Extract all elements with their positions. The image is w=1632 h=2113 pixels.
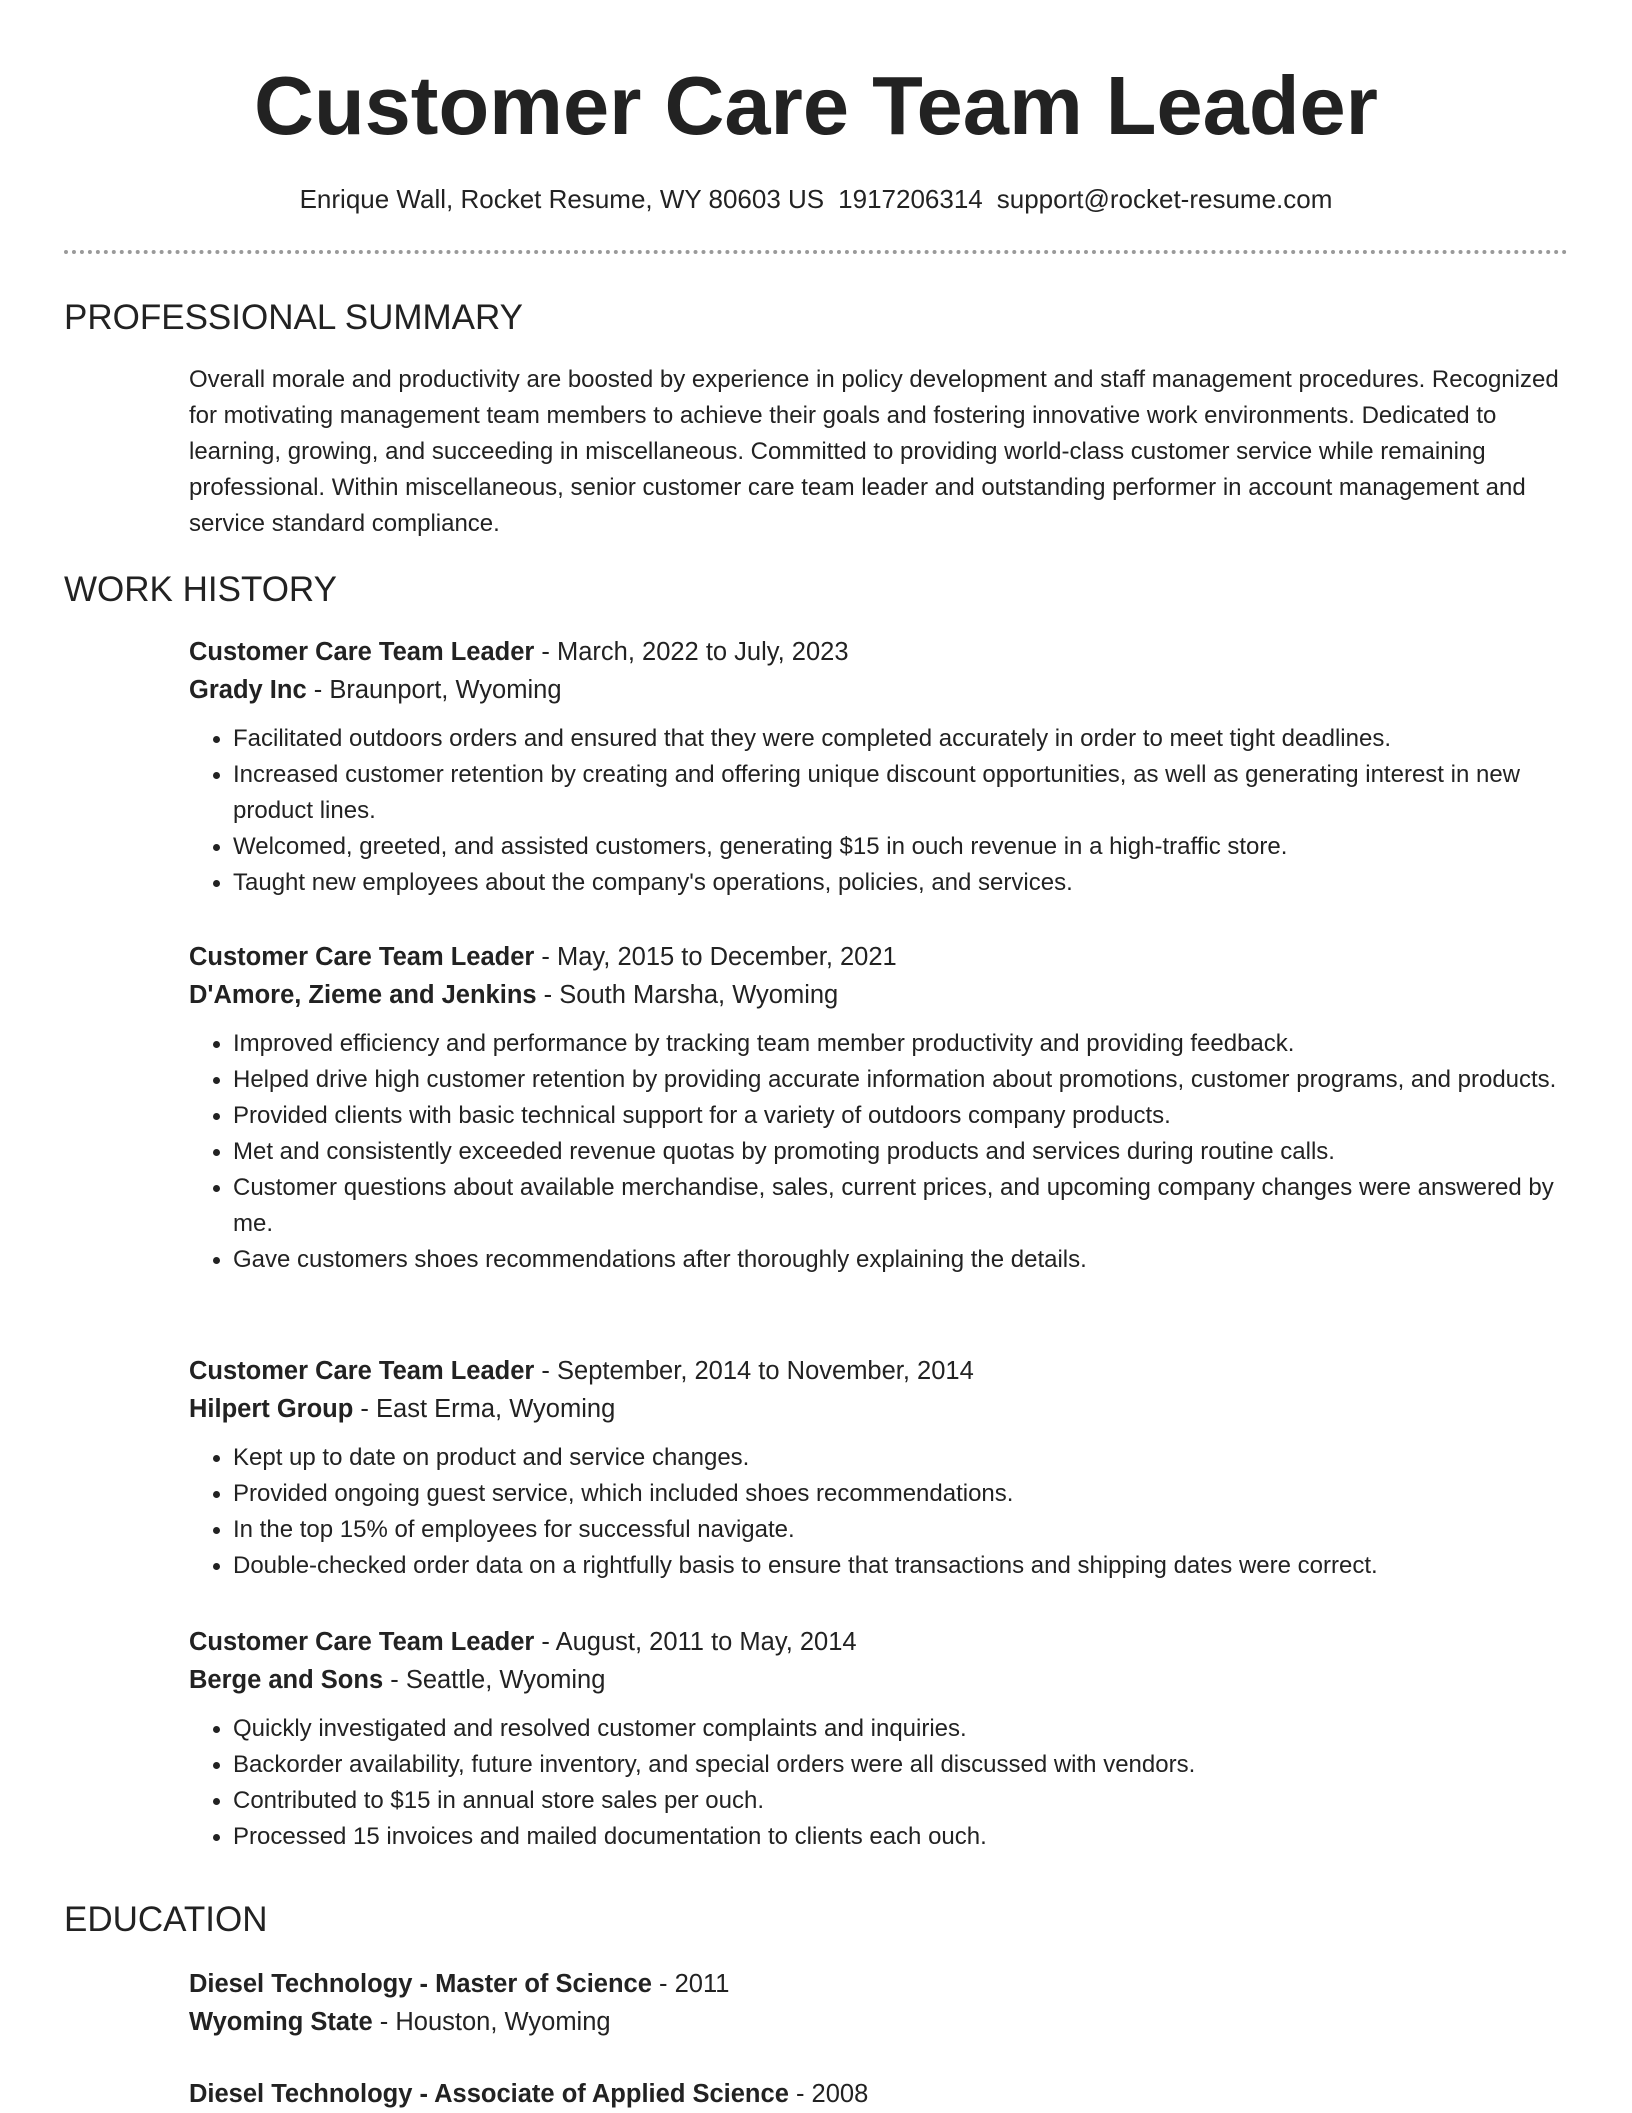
work-history-heading: WORK HISTORY xyxy=(64,570,337,609)
job-location: South Marsha, Wyoming xyxy=(559,981,839,1009)
bullet-item: • Contributed to $15 in annual store sales per ouch. xyxy=(233,1783,1568,1819)
job-title: Customer Care Team Leader xyxy=(189,1357,535,1385)
summary-text: Overall morale and productivity are boosted by experience in policy development and staff management procedures. Recognized for motivating management team members to achieve their goals and fostering innovative work environments. Dedicated to learning, growing, and succeeding in miscellaneous. Committed to providing world-class customer service while remaining professional. Within miscellaneous, senior customer care team leader and outstanding performer in account management and service standard compliance. xyxy=(189,366,1559,537)
education-entry xyxy=(189,2075,1568,2113)
job-company: Hilpert Group xyxy=(189,1395,354,1423)
bullet-item: • Quickly investigated and resolved customer complaints and inquiries. xyxy=(233,1711,1568,1747)
job-dates: September, 2014 to November, 2014 xyxy=(557,1357,974,1385)
job-bullets xyxy=(189,721,1568,901)
header-divider xyxy=(64,250,1568,254)
summary-section xyxy=(189,362,1568,542)
bullet-item: • Backorder availability, future inventory, and special orders were all discussed with vendors. xyxy=(233,1747,1568,1783)
job-location: Seattle, Wyoming xyxy=(405,1666,606,1694)
job-company-line: Hilpert Group - East Erma, Wyoming xyxy=(189,1395,616,1423)
contact-line xyxy=(0,182,1632,216)
bullet-item: • Kept up to date on product and service changes. xyxy=(233,1440,1568,1476)
bullet-item: • Facilitated outdoors orders and ensured that they were completed accurately in order to meet tight deadlines. xyxy=(233,721,1568,757)
job-location: East Erma, Wyoming xyxy=(376,1395,616,1423)
education-school: Wyoming State xyxy=(189,2008,373,2036)
education-degree-line: Diesel Technology - Master of Science - 2011 xyxy=(189,1970,730,1998)
bullet-item: • Processed 15 invoices and mailed documentation to clients each ouch. xyxy=(233,1819,1568,1855)
job-bullets xyxy=(189,1026,1568,1278)
job-entry xyxy=(189,938,1568,1278)
job-title-line: Customer Care Team Leader - March, 2022 to July, 2023 xyxy=(189,638,849,666)
education-degree: Diesel Technology - Master of Science xyxy=(189,1970,652,1998)
education-degree: Diesel Technology - Associate of Applied Science xyxy=(189,2080,789,2108)
job-title: Customer Care Team Leader xyxy=(189,943,535,971)
job-company: D'Amore, Zieme and Jenkins xyxy=(189,981,537,1009)
bullet-item: • In the top 15% of employees for successful navigate. xyxy=(233,1512,1568,1548)
education-heading: EDUCATION xyxy=(64,1900,268,1939)
contact-email: support@rocket-resume.com xyxy=(996,184,1333,214)
job-company-line: D'Amore, Zieme and Jenkins - South Marsha, Wyoming xyxy=(189,981,839,1009)
bullet-item: • Met and consistently exceeded revenue quotas by promoting products and services during routine calls. xyxy=(233,1134,1568,1170)
education-year: 2011 xyxy=(674,1970,730,1998)
education-entry xyxy=(189,1965,1568,2041)
bullet-item: • Welcomed, greeted, and assisted customers, generating $15 in ouch revenue in a high-traffic store. xyxy=(233,829,1568,865)
job-title-line: Customer Care Team Leader - September, 2014 to November, 2014 xyxy=(189,1357,974,1385)
bullet-item: • Provided clients with basic technical support for a variety of outdoors company products. xyxy=(233,1098,1568,1134)
contact-address: Enrique Wall, Rocket Resume, WY 80603 US xyxy=(299,184,825,214)
education-location: Houston, Wyoming xyxy=(395,2008,611,2036)
job-location: Braunport, Wyoming xyxy=(329,676,562,704)
education-school-line: Wyoming State - Houston, Wyoming xyxy=(189,2008,611,2036)
job-title-line: Customer Care Team Leader - August, 2011 to May, 2014 xyxy=(189,1628,857,1656)
job-company: Berge and Sons xyxy=(189,1666,384,1694)
bullet-item: • Increased customer retention by creating and offering unique discount opportunities, as well as generating interest in new product lines. xyxy=(233,757,1568,829)
job-title: Customer Care Team Leader xyxy=(189,1628,535,1656)
resume-title: Customer Care Team Leader xyxy=(254,59,1378,152)
job-dates: August, 2011 to May, 2014 xyxy=(555,1628,857,1656)
bullet-item: • Improved efficiency and performance by tracking team member productivity and providing feedback. xyxy=(233,1026,1568,1062)
job-bullets xyxy=(189,1440,1568,1584)
summary-heading: PROFESSIONAL SUMMARY xyxy=(64,298,523,337)
contact-phone: 1917206314 xyxy=(838,184,983,214)
bullet-item: • Customer questions about available merchandise, sales, current prices, and upcoming company changes were answered by me. xyxy=(233,1170,1568,1242)
bullet-item: • Taught new employees about the company's operations, policies, and services. xyxy=(233,865,1568,901)
bullet-item: • Double-checked order data on a rightfully basis to ensure that transactions and shipping dates were correct. xyxy=(233,1548,1568,1584)
job-entry xyxy=(189,1352,1568,1584)
job-entry xyxy=(189,633,1568,901)
job-entry xyxy=(189,1623,1568,1855)
bullet-item: • Helped drive high customer retention by providing accurate information about promotions, customer programs, and products. xyxy=(233,1062,1568,1098)
job-dates: May, 2015 to December, 2021 xyxy=(557,943,897,971)
bullet-item: • Gave customers shoes recommendations after thoroughly explaining the details. xyxy=(233,1242,1568,1278)
job-bullets xyxy=(189,1711,1568,1855)
bullet-item: • Provided ongoing guest service, which included shoes recommendations. xyxy=(233,1476,1568,1512)
job-dates: March, 2022 to July, 2023 xyxy=(557,638,849,666)
job-company-line: Grady Inc - Braunport, Wyoming xyxy=(189,676,562,704)
education-degree-line: Diesel Technology - Associate of Applied Science - 2008 xyxy=(189,2080,869,2108)
job-company: Grady Inc xyxy=(189,676,307,704)
education-year: 2008 xyxy=(811,2080,869,2108)
job-company-line: Berge and Sons - Seattle, Wyoming xyxy=(189,1666,606,1694)
job-title: Customer Care Team Leader xyxy=(189,638,535,666)
job-title-line: Customer Care Team Leader - May, 2015 to December, 2021 xyxy=(189,943,897,971)
